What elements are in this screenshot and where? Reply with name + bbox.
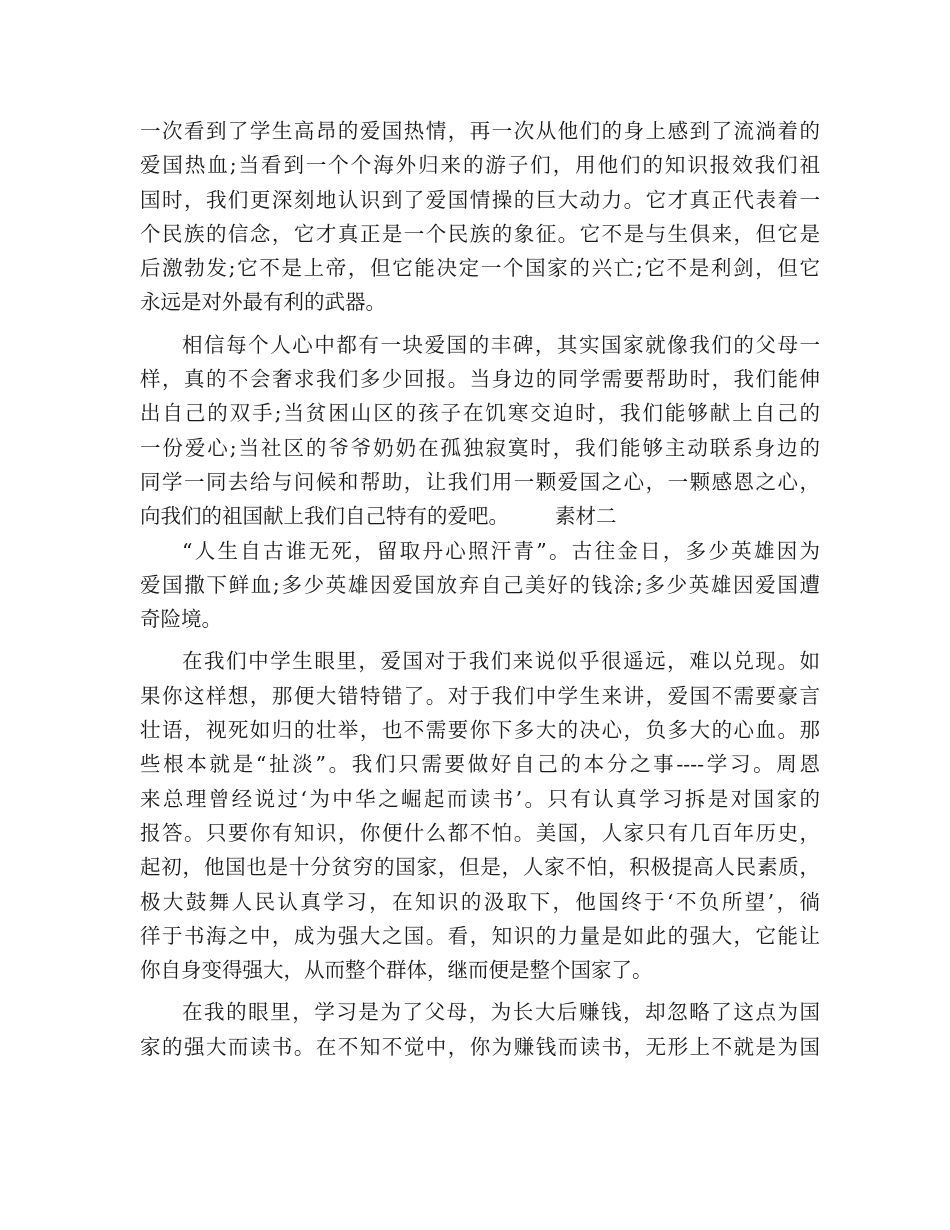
text-line <box>140 285 820 319</box>
text-line-content: 些根本就是“扯淡”。我们只需要做好自己的本分之事----学习。周恩 <box>140 752 820 777</box>
text-line <box>140 782 820 816</box>
text-line-content: 奇险境。 <box>140 607 222 632</box>
text-line <box>140 919 820 953</box>
text-line <box>140 747 820 781</box>
text-line-content: 来总理曾经说过‘为中华之崛起而读书’。只有认真学习拆是对国家的 <box>140 786 820 811</box>
text-line <box>140 328 820 362</box>
text-line <box>140 885 820 919</box>
text-line-content: 向我们的祖国献上我们自己特有的爱吧。 <box>140 504 509 529</box>
text-line-content: 出自己的双手;当贫困山区的孩子在饥寒交迫时，我们能够献上自己的 <box>140 401 820 426</box>
text-line <box>140 995 820 1029</box>
text-line <box>140 644 820 678</box>
section-heading: 素材二 <box>555 504 617 529</box>
text-line <box>140 534 820 568</box>
text-line-content: 个民族的信念，它才真正是一个民族的象征。它不是与生俱来，但它是 <box>140 221 820 246</box>
text-line <box>140 431 820 465</box>
text-line-content: 国时，我们更深刻地认识到了爱国情操的巨大动力。它才真正代表着一 <box>140 187 820 212</box>
text-line <box>140 850 820 884</box>
article-body <box>140 114 820 1064</box>
text-line-content: 一次看到了学生高昂的爱国热情，再一次从他们的身上感到了流淌着的 <box>140 119 820 143</box>
text-line-content: 在我的眼里，学习是为了父母，为长大后赚钱，却忽略了这点为国 <box>182 1000 820 1025</box>
text-line-content: 后激勃发;它不是上帝，但它能决定一个国家的兴亡;它不是利剑，但它 <box>140 256 820 281</box>
text-line <box>140 713 820 747</box>
text-line <box>140 362 820 396</box>
text-line-content: 在我们中学生眼里，爱国对于我们来说似乎很遥远，难以兑现。如 <box>182 649 820 674</box>
text-line <box>140 679 820 713</box>
text-line <box>140 816 820 850</box>
text-line-content: 起初，他国也是十分贫穷的国家，但是，人家不怕，积极提高人民素质， <box>140 855 820 880</box>
text-line <box>140 953 820 987</box>
text-line <box>140 183 820 217</box>
text-line <box>140 217 820 251</box>
text-line <box>140 251 820 285</box>
text-line <box>140 465 820 499</box>
text-line <box>140 396 820 430</box>
text-line-content: 壮语，视死如归的壮举，也不需要你下多大的决心，负多大的心血。那 <box>140 718 820 743</box>
text-line-content: 样，真的不会奢求我们多少回报。当身边的同学需要帮助时，我们能伸 <box>140 367 820 392</box>
text-line-content: 家的强大而读书。在不知不觉中，你为赚钱而读书，无形上不就是为国 <box>140 1034 820 1059</box>
text-line <box>140 1030 820 1064</box>
text-line-content: 爱国撒下鲜血;多少英雄因爱国放弃自己美好的钱涂;多少英雄因爱国遭 <box>140 572 820 597</box>
text-line <box>140 148 820 182</box>
text-line-content: 极大鼓舞人民认真学习，在知识的汲取下，他国终于‘不负所望’，徜 <box>140 889 820 914</box>
text-line-content: 报答。只要你有知识，你便什么都不怕。美国，人家只有几百年历史， <box>140 820 820 845</box>
text-line-content: 爱国热血;当看到一个个海外归来的游子们，用他们的知识报效我们祖 <box>140 153 820 178</box>
text-line-content: 相信每个人心中都有一块爱国的丰碑，其实国家就像我们的父母一 <box>182 332 820 357</box>
text-line-content: “人生自古谁无死，留取丹心照汗青”。古往金日，多少英雄因为 <box>182 538 820 563</box>
text-line <box>140 114 820 148</box>
text-line <box>140 568 820 602</box>
text-line-content: 徉于书海之中，成为强大之国。看，知识的力量是如此的强大，它能让 <box>140 923 820 948</box>
text-line-content: 一份爱心;当社区的爷爷奶奶在孤独寂寞时，我们能够主动联系身边的 <box>140 435 820 460</box>
text-line-content: 永远是对外最有利的武器。 <box>140 290 386 315</box>
text-line-content: 果你这样想，那便大错特错了。对于我们中学生来讲，爱国不需要豪言 <box>140 683 820 708</box>
text-line-content: 你自身变得强大，从而整个群体，继而便是整个国家了。 <box>140 958 653 983</box>
text-line-content: 同学一同去给与问候和帮助，让我们用一颗爱国之心，一颗感恩之心， <box>140 469 820 494</box>
text-line <box>140 602 820 636</box>
text-line <box>140 499 820 533</box>
